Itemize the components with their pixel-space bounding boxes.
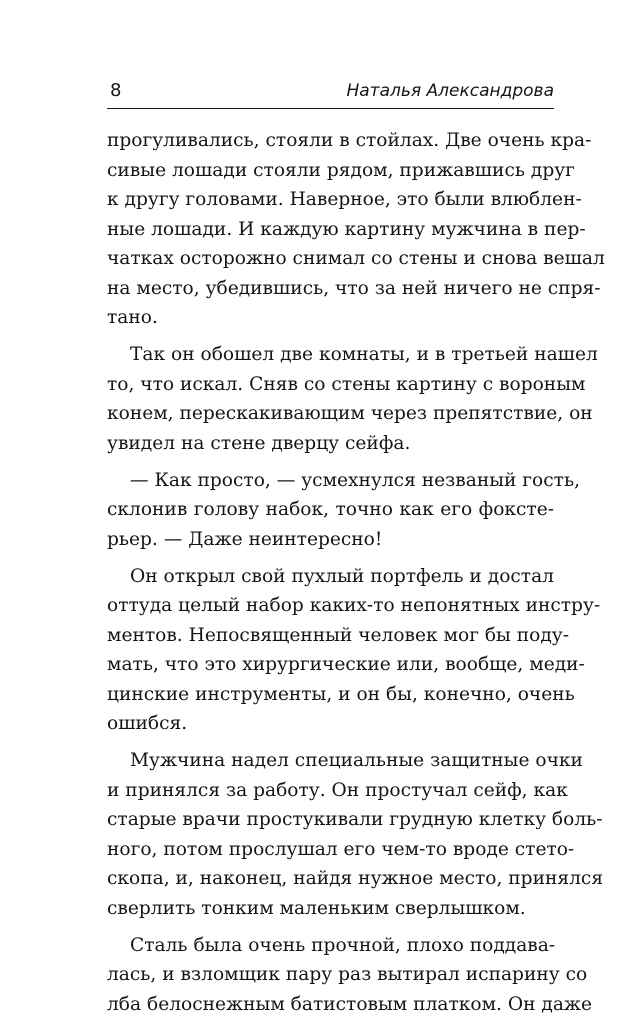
paragraph	[107, 126, 605, 333]
text-line: оттуда целый набор каких-то непонятных инстру-	[107, 595, 601, 616]
text-line: то, что искал. Сняв со стены картину с вороным	[107, 373, 586, 395]
text-line: склонив голову набок, точно как его фокстe-	[107, 499, 554, 520]
paragraph	[107, 562, 601, 739]
text-line: лась, и взломщик пару раз вытирал испарину со	[107, 964, 588, 985]
text-line: — Как просто, — усмехнулся незваный гость,	[130, 469, 580, 491]
page-header	[107, 78, 554, 109]
text-line: ные лошади. И каждую картину мужчина в пер-	[107, 218, 586, 240]
running-title: Наталья Александрова	[346, 81, 554, 101]
paragraph	[107, 746, 604, 923]
text-line: лба белоснежным батистовым платком. Он даже	[107, 993, 593, 1015]
text-line: конем, перескакивающим через препятствие, он	[107, 403, 593, 424]
text-line: ного, потом прослушал его чем-то вроде стето-	[107, 838, 575, 860]
text-line: ментов. Непосвященный человек мог бы поду-	[107, 624, 570, 646]
text-line: старые врачи простукивали грудную клетку боль-	[107, 809, 603, 830]
text-line: на место, убедившись, что за ней ничего не спря-	[107, 277, 601, 299]
text-line: сивые лошади стояли рядом, прижавшись друг	[107, 159, 575, 181]
text-line: рьер. — Даже неинтересно!	[107, 528, 383, 550]
text-line: чатках осторожно снимал со стены и снова вешал	[107, 248, 605, 269]
page-number: 8	[110, 80, 122, 101]
paragraph	[107, 340, 598, 458]
text-line: тано.	[107, 307, 158, 328]
text-line: Мужчина надел специальные защитные очки	[130, 750, 583, 771]
text-line: и принялся за работу. Он простучал сейф, как	[107, 779, 568, 801]
text-line: ошибся.	[107, 713, 188, 734]
text-line: Сталь была очень прочной, плохо поддава-	[130, 934, 556, 956]
paragraph	[107, 466, 580, 555]
text-line: Так он обошел две комнаты, и в третьей нашел	[130, 344, 598, 365]
text-line: цинские инструменты, и он бы, конечно, очень	[107, 683, 575, 705]
text-line: скопа, и, наконец, найдя нужное место, принялся	[107, 868, 604, 889]
text-line: сверлить тонким маленьким сверлышком.	[107, 897, 526, 919]
text-line: мать, что это хирургические или, вообще, меди-	[107, 654, 585, 675]
text-line: увидел на стене дверцу сейфа.	[107, 432, 411, 454]
body-text	[107, 126, 605, 1027]
text-line: к другу головами. Наверное, это были влюблен-	[107, 189, 582, 210]
text-line: прогуливались, стояли в стойлах. Две очень кра-	[107, 130, 592, 151]
text-line: Он открыл свой пухлый портфель и достал	[130, 565, 554, 587]
paragraph	[107, 931, 593, 1020]
